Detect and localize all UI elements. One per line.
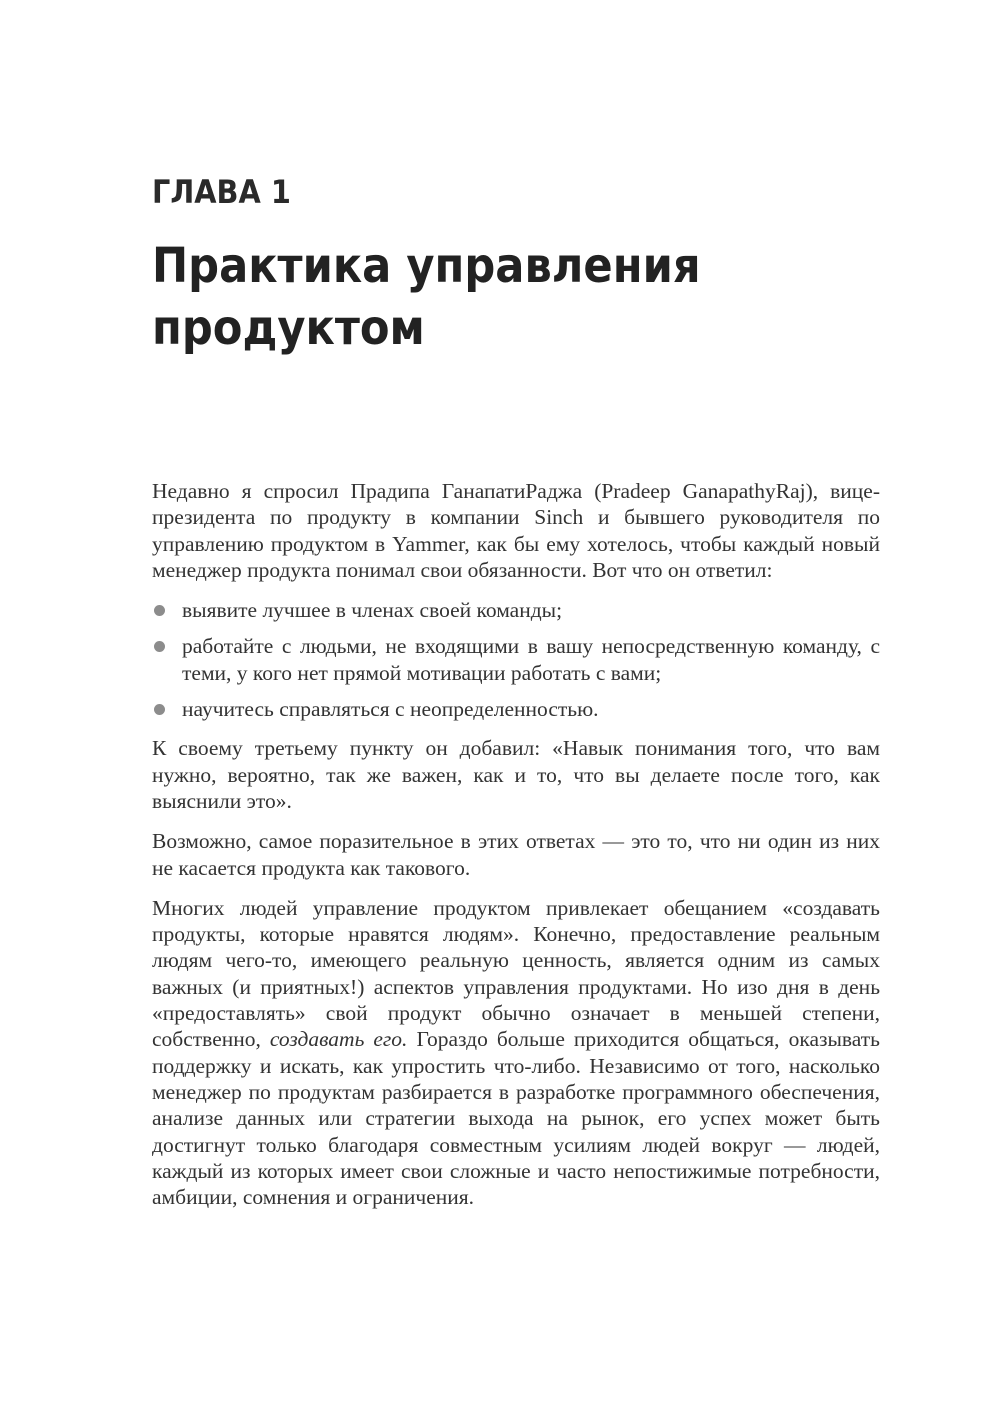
list-item-text: научитесь справляться с неопределенностью. <box>182 697 599 722</box>
paragraph-main-text-start: Многих людей управление продуктом привлекает обещанием «создавать продукты, которые нравятся людям». Конечно, предоставление реальным людям чего-то, имеющего реальную ценность, является одним из самых важных (и приятных!) аспектов управления продуктами. Но изо дня в день «предоставлять» свой продукт обычно означает в меньшей степени, собственно, <box>152 895 880 1052</box>
paragraph-main-text-end: Гораздо больше приходится общаться, оказывать поддержку и искать, как упростить что-либо. Независимо от того, насколько менеджер по продуктам разбирается в разработке программного обеспечения, анализе данных или стратегии выхода на рынок, его успех может быть достигнут только благодаря совместным усилиям людей вокруг — людей, каждый из которых имеет свои сложные и часто непостижимые потребности, амбиции, сомнения и ограничения. <box>152 1027 880 1210</box>
paragraph-observation: Возможно, самое поразительное в этих ответах — это то, что ни один из них не касается продукта как такового. <box>152 829 880 880</box>
bullet-icon <box>154 605 165 616</box>
list-item-text: работайте с людьми, не входящими в вашу непосредственную команду, с теми, у кого нет прямой мотивации работать с вами; <box>182 634 880 685</box>
chapter-title-line-2: продуктом <box>152 300 425 356</box>
chapter-label: ГЛАВА 1 <box>152 173 291 211</box>
bullet-icon <box>154 641 165 652</box>
list-item <box>152 633 880 686</box>
paragraph-main-italic: создавать его. <box>269 1027 408 1052</box>
paragraph-intro: Недавно я спросил Прадипа ГанапатиРаджа (Pradeep GanapathyRaj), вице-президента по продукту в компании Sinch и бывшего руководителя по управлению продуктом в Yammer, как бы ему хотелось, чтобы каждый новый менеджер продукта понимал свои обязанности. Вот что он ответил: <box>152 479 880 582</box>
chapter-title <box>152 235 818 359</box>
list-item <box>152 696 880 722</box>
list-item-text: выявите лучшее в членах своей команды; <box>182 598 563 623</box>
body-text <box>152 478 880 1224</box>
list-item <box>152 597 880 623</box>
bullet-icon <box>154 704 165 715</box>
paragraph-main <box>152 895 880 1211</box>
paragraph-third-point: К своему третьему пункту он добавил: «Навык понимания того, что вам нужно, вероятно, так же важен, как и то, что вы делаете после того, как выяснили это». <box>152 736 880 813</box>
chapter-title-line-1: Практика управления <box>152 238 701 294</box>
bullet-list <box>152 597 880 722</box>
